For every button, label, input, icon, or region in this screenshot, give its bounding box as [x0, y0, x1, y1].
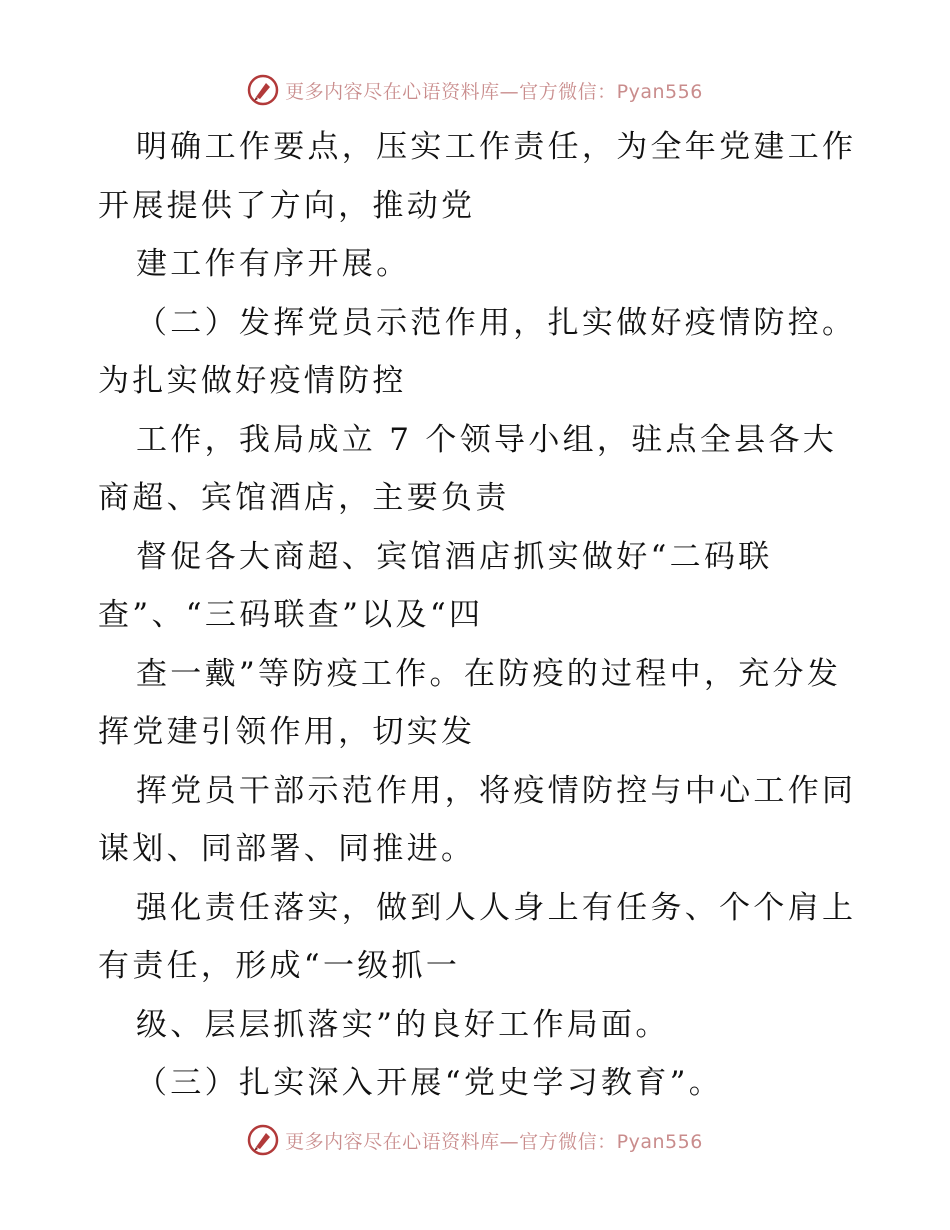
paragraph-line: 为扎实做好疫情防控 [98, 363, 407, 399]
document-body [98, 118, 858, 1113]
section-heading: （二）发挥党员示范作用，扎实做好疫情防控。 [136, 304, 857, 341]
watermark-banner-top [0, 70, 950, 110]
paragraph-line: 开展提供了方向，推动党 [98, 187, 476, 224]
watermark-text: 更多内容尽在心语资料库—官方微信：Pyan556 [285, 1130, 703, 1153]
pen-nib-logo-icon [247, 1124, 279, 1156]
paragraph-line: 督促各大商超、宾馆酒店抓实做好“二码联 [136, 538, 773, 575]
paragraph-line: 挥党员干部示范作用，将疫情防控与中心工作同 [136, 772, 857, 809]
paragraph-line: 查”、“三码联查”以及“四 [98, 597, 484, 633]
paragraph-line: 强化责任落实，做到人人身上有任务、个个肩上 [136, 889, 857, 926]
section-heading: （三）扎实深入开展“党史学习教育”。 [136, 1065, 724, 1101]
paragraph-line: 谋划、同部署、同推进。 [98, 831, 476, 867]
paragraph-line: 级、层层抓落实”的良好工作局面。 [136, 1006, 670, 1043]
paragraph-line: 明确工作要点，压实工作责任，为全年党建工作 [136, 129, 857, 165]
paragraph-line: 有责任，形成“一级抓一 [98, 948, 461, 984]
paragraph-line: 挥党建引领作用，切实发 [98, 714, 476, 750]
watermark-banner-bottom [0, 1120, 950, 1160]
pen-nib-logo-icon [247, 74, 279, 106]
paragraph-line: 工作，我局成立 7 个领导小组，驻点全县各大 [136, 421, 838, 458]
paragraph-line: 建工作有序开展。 [136, 246, 411, 282]
watermark-text: 更多内容尽在心语资料库—官方微信：Pyan556 [285, 80, 703, 103]
paragraph-line: 商超、宾馆酒店，主要负责 [98, 480, 510, 516]
paragraph-line: 查一戴”等防疫工作。在防疫的过程中，充分发 [136, 655, 842, 692]
